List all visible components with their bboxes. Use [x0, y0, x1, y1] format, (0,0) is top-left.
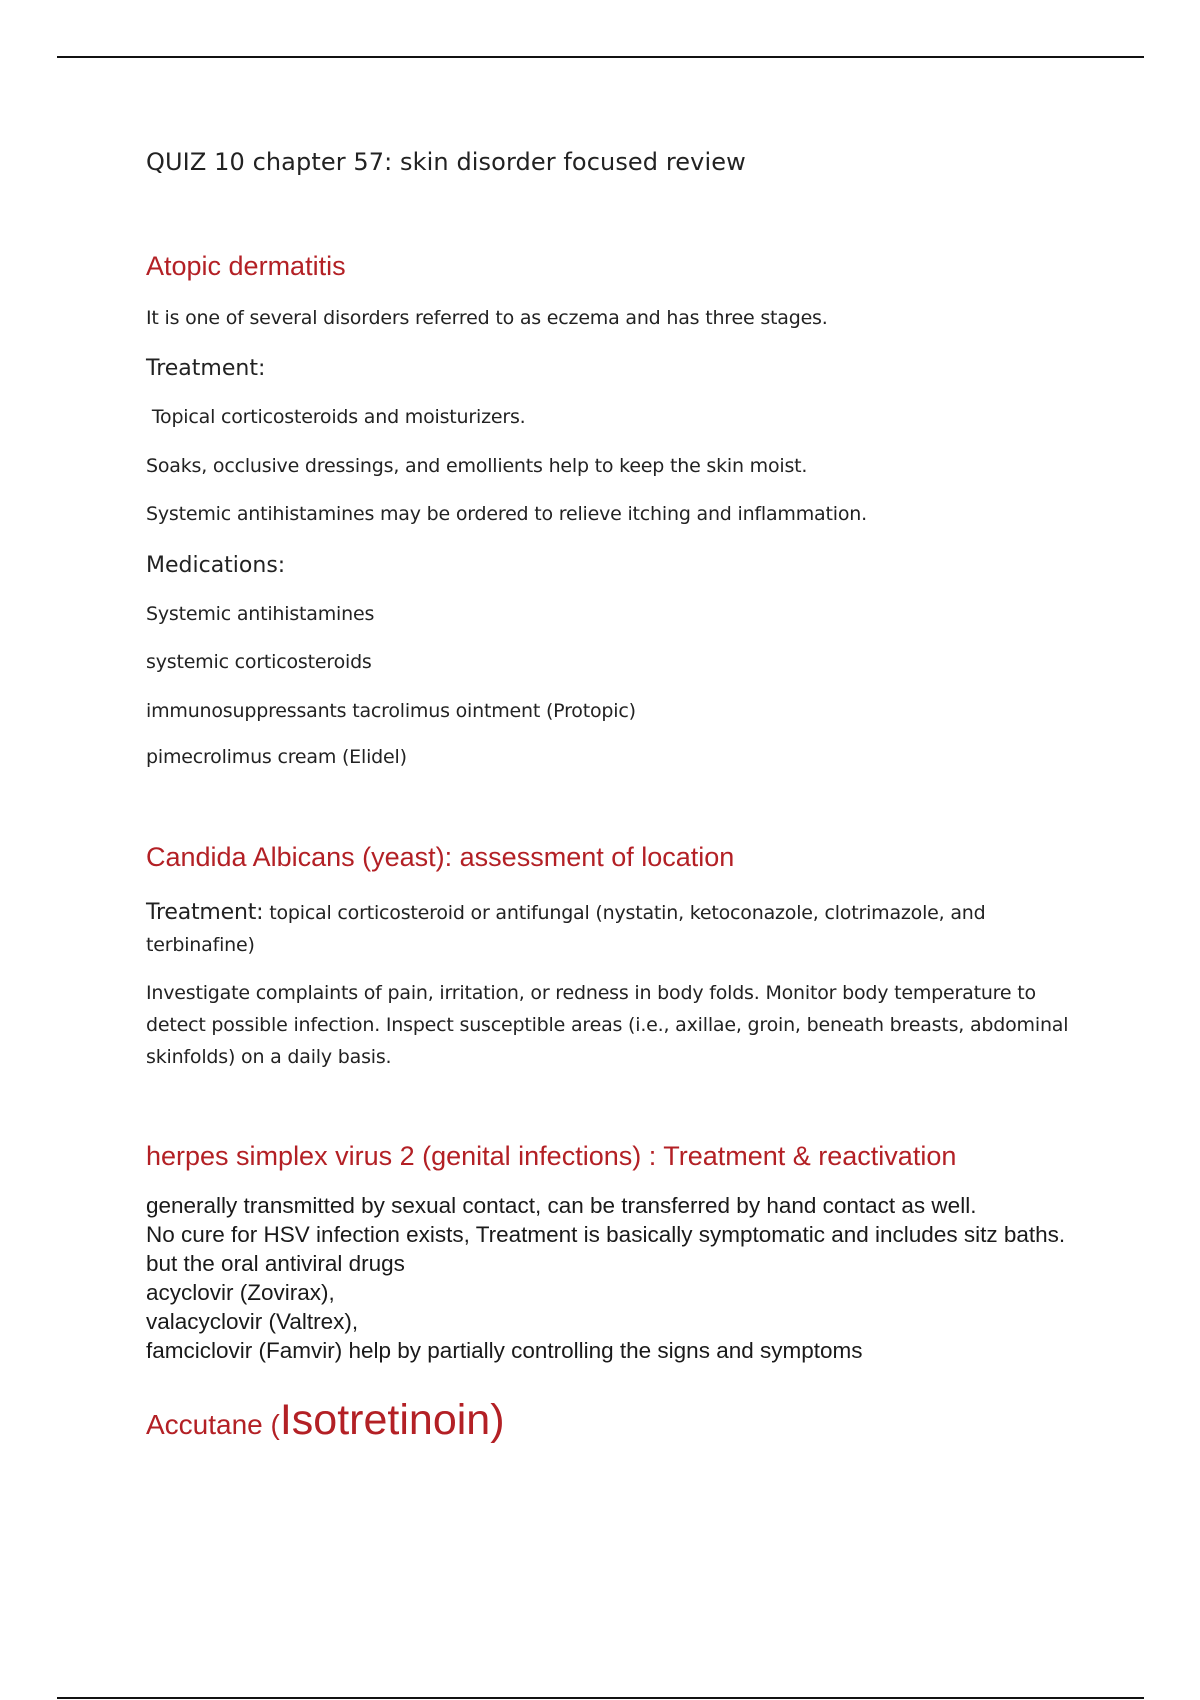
section-heading-accutane	[146, 1396, 505, 1445]
section-heading-atopic-dermatitis: Atopic dermatitis	[146, 251, 346, 281]
medication-item: systemic corticosteroids	[146, 651, 372, 673]
herpes-drug: valacyclovir (Valtrex),	[146, 1309, 359, 1334]
section-heading-herpes: herpes simplex virus 2 (genital infections) : Treatment & reactivation	[146, 1141, 957, 1171]
top-rule	[57, 56, 1144, 58]
atopic-medications-heading: Medications:	[146, 553, 286, 578]
herpes-line: generally transmitted by sexual contact, can be transferred by hand contact as well.	[146, 1193, 977, 1218]
candida-assessment: Investigate complaints of pain, irritation, or redness in body folds. Monitor body temperature to detect possible infection. Inspect susceptible areas (i.e., axillae, groin, beneath breasts, abdominal skinfolds) on a daily basis.	[146, 982, 1069, 1068]
herpes-drug: acyclovir (Zovirax),	[146, 1280, 335, 1305]
candida-treatment-text: topical corticosteroid or antifungal (nystatin, ketoconazole, clotrimazole, and terbinafine)	[146, 902, 986, 956]
atopic-intro: It is one of several disorders referred to as eczema and has three stages.	[146, 307, 828, 329]
medication-item: immunosuppressants tacrolimus ointment (Protopic)	[146, 700, 636, 722]
medication-item: Systemic antihistamines	[146, 603, 375, 625]
section-heading-candida: Candida Albicans (yeast): assessment of location	[146, 842, 735, 872]
atopic-treatment-heading: Treatment:	[146, 356, 266, 381]
medication-item: pimecrolimus cream (Elidel)	[146, 746, 407, 768]
atopic-treatment-line: Systemic antihistamines may be ordered to relieve itching and inflammation.	[146, 503, 867, 525]
bottom-rule	[57, 1697, 1144, 1699]
herpes-drug: famciclovir (Famvir) help by partially controlling the signs and symptoms	[146, 1338, 863, 1363]
herpes-body	[146, 1191, 1076, 1365]
accutane-heading-large: Isotretinoin)	[279, 1396, 505, 1444]
page-title: QUIZ 10 chapter 57: skin disorder focused review	[146, 148, 746, 176]
atopic-treatment-line: Topical corticosteroids and moisturizers.	[146, 406, 526, 428]
herpes-line: No cure for HSV infection exists, Treatment is basically symptomatic and includes sitz baths. but the oral antiviral drugs	[146, 1222, 1066, 1276]
candida-treatment	[146, 897, 1076, 961]
candida-treatment-label: Treatment:	[146, 900, 264, 925]
accutane-heading-small: Accutane (	[146, 1409, 280, 1440]
atopic-treatment-line: Soaks, occlusive dressings, and emollients help to keep the skin moist.	[146, 455, 808, 477]
